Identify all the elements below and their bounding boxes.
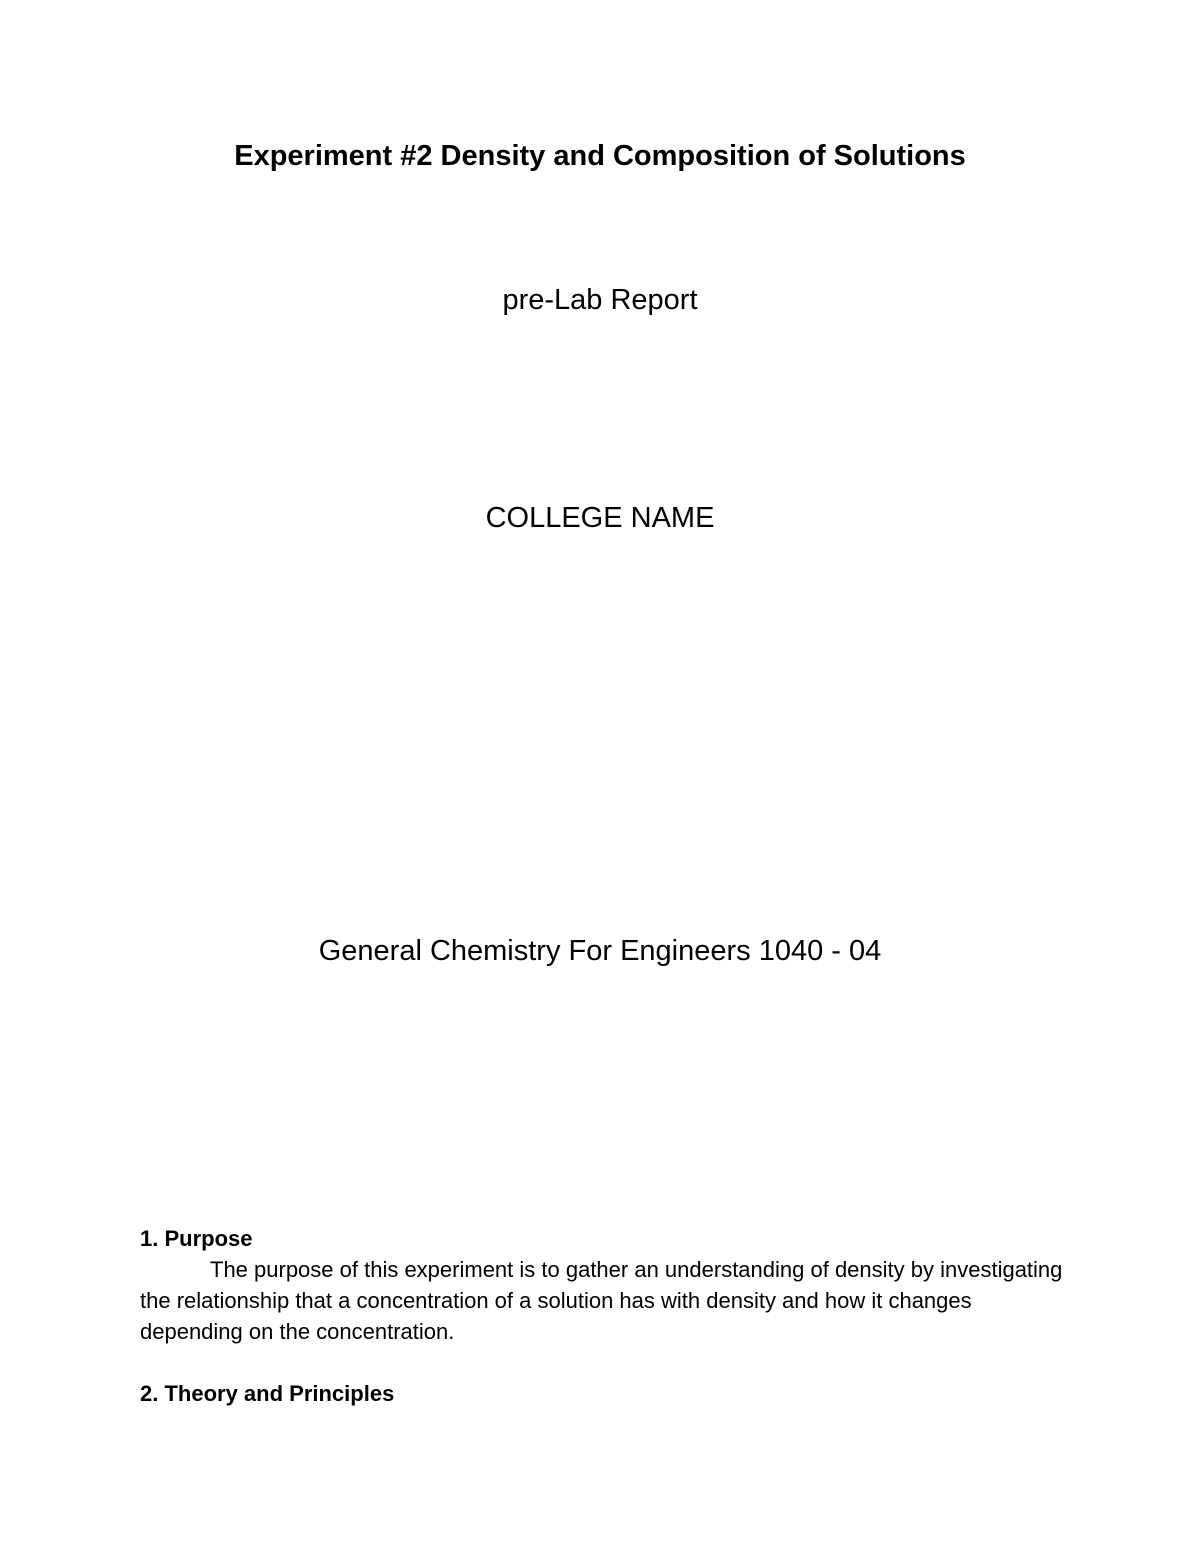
college-name: COLLEGE NAME <box>485 502 715 534</box>
theory-heading: 2. Theory and Principles <box>140 1381 395 1406</box>
purpose-section <box>140 1223 1070 1347</box>
course-name: General Chemistry For Engineers 1040 - 04 <box>318 935 882 967</box>
purpose-body: The purpose of this experiment is to gather an understanding of density by investigating the relationship that a concentration of a solution has with density and how it changes depending on the concentration. <box>140 1257 1063 1344</box>
document-title: Experiment #2 Density and Composition of Solutions <box>234 140 966 172</box>
purpose-heading: 1. Purpose <box>140 1226 253 1251</box>
theory-section <box>140 1378 1070 1409</box>
report-type: pre-Lab Report <box>502 284 698 316</box>
